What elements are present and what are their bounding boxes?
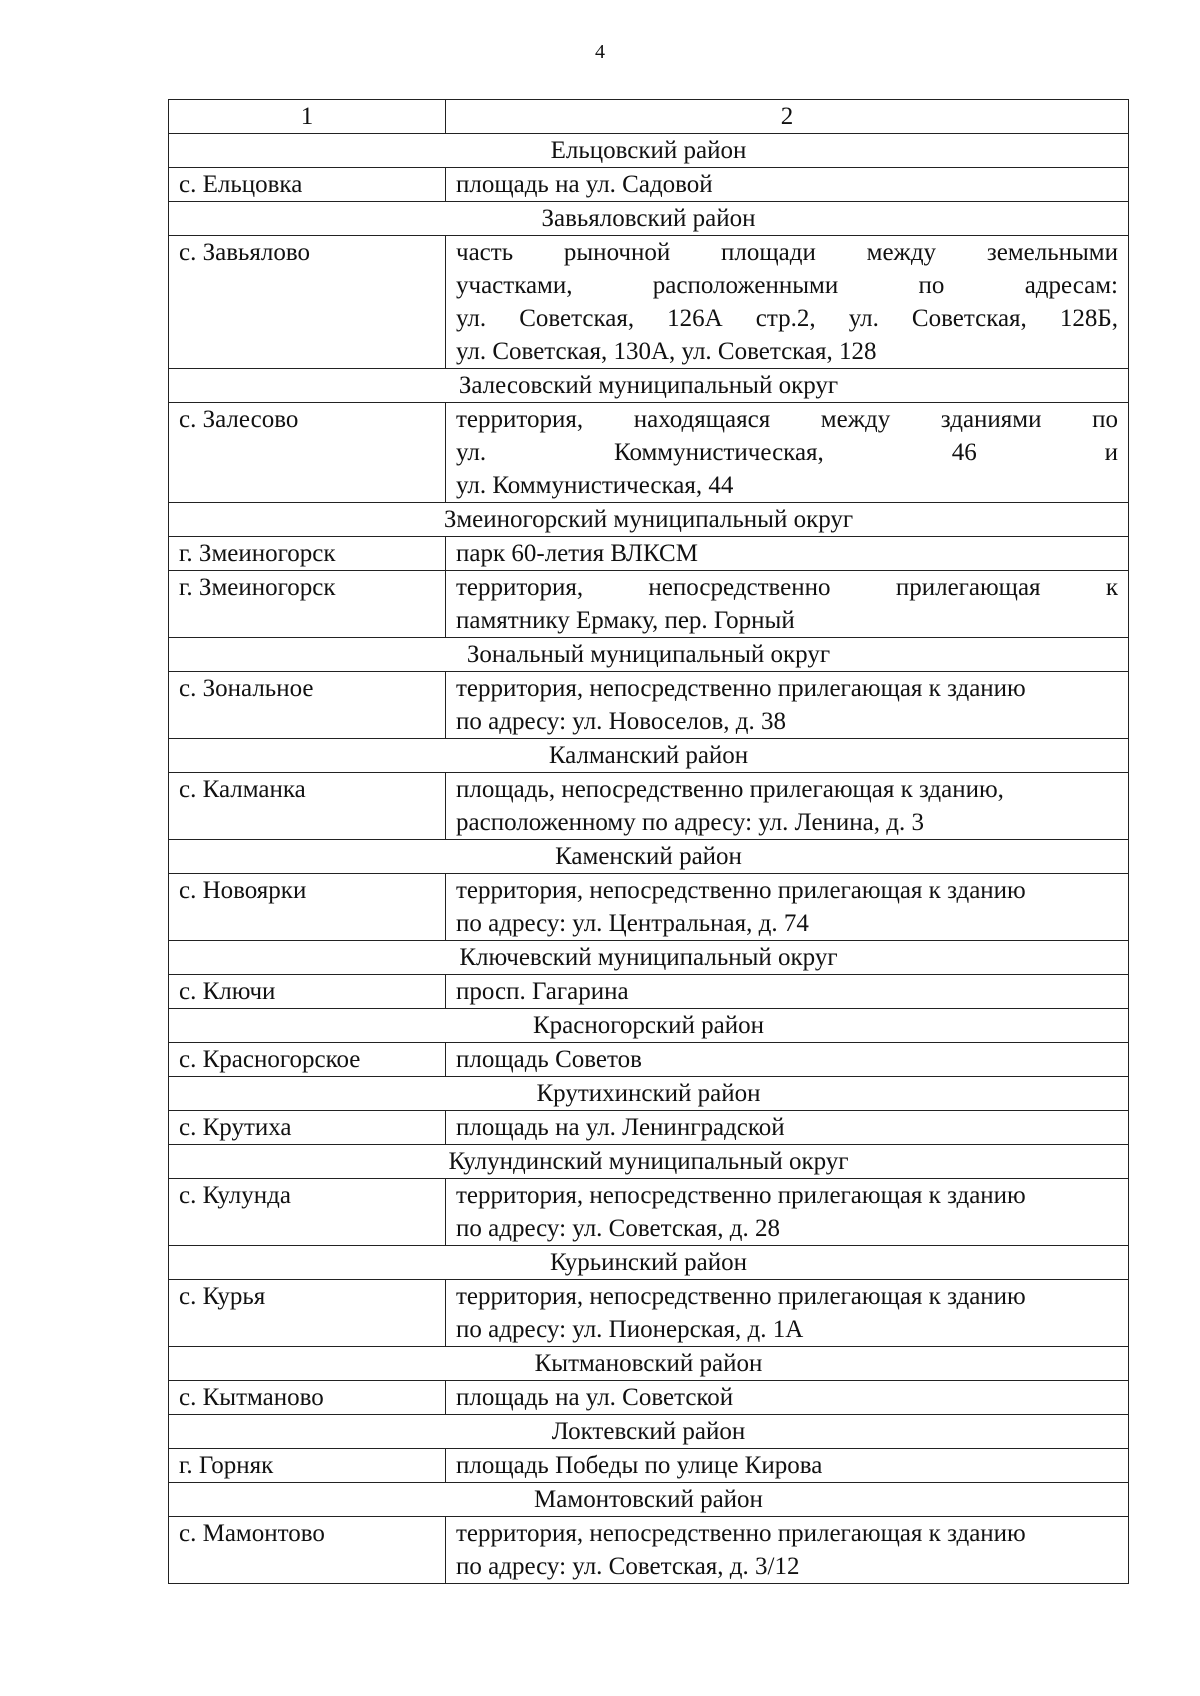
section-title: Змеиногорский муниципальный округ: [169, 503, 1129, 537]
location-line: площадь Советов: [456, 1046, 642, 1073]
location-cell: [446, 874, 1129, 941]
settlement-cell: с. Курья: [169, 1280, 446, 1347]
table-row: [169, 168, 1129, 202]
table-row: [169, 537, 1129, 571]
section-title: Ельцовский район: [169, 134, 1129, 168]
settlement-cell: с. Зональное: [169, 672, 446, 739]
location-cell: [446, 1517, 1129, 1584]
location-line: площадь на ул. Советской: [456, 1384, 734, 1411]
location-cell: [446, 1179, 1129, 1246]
location-cell: [446, 1043, 1129, 1077]
location-line: территория, непосредственно прилегающая к зданию: [456, 1182, 1026, 1209]
location-cell: [446, 1381, 1129, 1415]
section-row: [169, 638, 1129, 672]
section-row: [169, 941, 1129, 975]
settlement-cell: г. Змеиногорск: [169, 537, 446, 571]
section-row: [169, 840, 1129, 874]
location-cell: [446, 1111, 1129, 1145]
section-row: [169, 1145, 1129, 1179]
section-title: Кулундинский муниципальный округ: [169, 1145, 1129, 1179]
settlement-cell: с. Новоярки: [169, 874, 446, 941]
table-row: [169, 1517, 1129, 1584]
section-row: [169, 1077, 1129, 1111]
location-line: по адресу: ул. Советская, д. 3/12: [456, 1553, 800, 1580]
settlement-cell: с. Красногорское: [169, 1043, 446, 1077]
table-row: [169, 1179, 1129, 1246]
location-line: ул. Коммунистическая, 44: [456, 472, 734, 499]
location-cell: [446, 168, 1129, 202]
location-line: по адресу: ул. Советская, д. 28: [456, 1215, 781, 1242]
page-number: 4: [595, 41, 605, 63]
section-title: Крутихинский район: [169, 1077, 1129, 1111]
section-title: Калманский район: [169, 739, 1129, 773]
location-line: площадь на ул. Ленинградской: [456, 1114, 785, 1141]
settlement-cell: с. Ельцовка: [169, 168, 446, 202]
location-cell: [446, 1449, 1129, 1483]
location-cell: [446, 1280, 1129, 1347]
table-row: [169, 236, 1129, 369]
location-line: площадь на ул. Садовой: [456, 171, 713, 198]
section-row: [169, 503, 1129, 537]
section-row: [169, 134, 1129, 168]
table-row: [169, 773, 1129, 840]
location-cell: [446, 672, 1129, 739]
settlement-cell: с. Ключи: [169, 975, 446, 1009]
section-row: [169, 739, 1129, 773]
location-line: по адресу: ул. Пионерская, д. 1А: [456, 1316, 804, 1343]
section-row: [169, 369, 1129, 403]
location-line: по адресу: ул. Новоселов, д. 38: [456, 708, 786, 735]
section-row: [169, 1009, 1129, 1043]
location-cell: [446, 537, 1129, 571]
section-title: Мамонтовский район: [169, 1483, 1129, 1517]
table-row: [169, 571, 1129, 638]
settlement-cell: с. Залесово: [169, 403, 446, 503]
table-row: [169, 874, 1129, 941]
location-cell: [446, 236, 1129, 369]
location-line: ул. Советская, 126А стр.2, ул. Советская, 128Б,: [456, 305, 1118, 332]
settlements-table: [168, 99, 1129, 1584]
section-row: [169, 1415, 1129, 1449]
settlement-cell: г. Змеиногорск: [169, 571, 446, 638]
location-line: ул. Коммунистическая, 46 и: [456, 439, 1118, 466]
section-title: Курьинский район: [169, 1246, 1129, 1280]
table-row: [169, 403, 1129, 503]
section-row: [169, 1246, 1129, 1280]
settlement-cell: с. Мамонтово: [169, 1517, 446, 1584]
location-line: парк 60-летия ВЛКСМ: [456, 540, 698, 567]
column-header-1: 1: [169, 100, 446, 134]
location-line: участками, расположенными по адресам:: [456, 272, 1118, 299]
settlement-cell: с. Кытманово: [169, 1381, 446, 1415]
location-line: по адресу: ул. Центральная, д. 74: [456, 910, 809, 937]
settlement-cell: с. Крутиха: [169, 1111, 446, 1145]
section-row: [169, 1347, 1129, 1381]
section-title: Завьяловский район: [169, 202, 1129, 236]
table-row: [169, 975, 1129, 1009]
column-header-2: 2: [446, 100, 1129, 134]
table-row: [169, 1449, 1129, 1483]
location-line: памятнику Ермаку, пер. Горный: [456, 607, 795, 634]
settlement-cell: г. Горняк: [169, 1449, 446, 1483]
section-row: [169, 202, 1129, 236]
location-line: территория, непосредственно прилегающая к зданию: [456, 675, 1026, 702]
location-line: ул. Советская, 130А, ул. Советская, 128: [456, 338, 877, 365]
location-cell: [446, 975, 1129, 1009]
location-line: территория, непосредственно прилегающая к зданию: [456, 1520, 1026, 1547]
location-line: часть рыночной площади между земельными: [456, 239, 1118, 266]
section-title: Ключевский муниципальный округ: [169, 941, 1129, 975]
location-cell: [446, 773, 1129, 840]
section-title: Красногорский район: [169, 1009, 1129, 1043]
section-title: Залесовский муниципальный округ: [169, 369, 1129, 403]
table-row: [169, 672, 1129, 739]
location-line: территория, непосредственно прилегающая к: [456, 574, 1118, 601]
location-line: территория, находящаяся между зданиями по: [456, 406, 1118, 433]
location-line: просп. Гагарина: [456, 978, 629, 1005]
table-body: [169, 100, 1129, 1584]
settlement-cell: с. Калманка: [169, 773, 446, 840]
location-line: площадь, непосредственно прилегающая к зданию,: [456, 776, 1004, 803]
table-row: [169, 1280, 1129, 1347]
table-row: [169, 1111, 1129, 1145]
location-line: расположенному по адресу: ул. Ленина, д. 3: [456, 809, 924, 836]
location-cell: [446, 571, 1129, 638]
section-title: Зональный муниципальный округ: [169, 638, 1129, 672]
settlement-cell: с. Кулунда: [169, 1179, 446, 1246]
location-line: территория, непосредственно прилегающая к зданию: [456, 877, 1026, 904]
table-row: [169, 1043, 1129, 1077]
section-title: Кытмановский район: [169, 1347, 1129, 1381]
section-title: Каменский район: [169, 840, 1129, 874]
location-line: площадь Победы по улице Кирова: [456, 1452, 823, 1479]
section-title: Локтевский район: [169, 1415, 1129, 1449]
settlement-cell: с. Завьялово: [169, 236, 446, 369]
location-cell: [446, 403, 1129, 503]
table-header-row: [169, 100, 1129, 134]
table-row: [169, 1381, 1129, 1415]
location-line: территория, непосредственно прилегающая к зданию: [456, 1283, 1026, 1310]
section-row: [169, 1483, 1129, 1517]
